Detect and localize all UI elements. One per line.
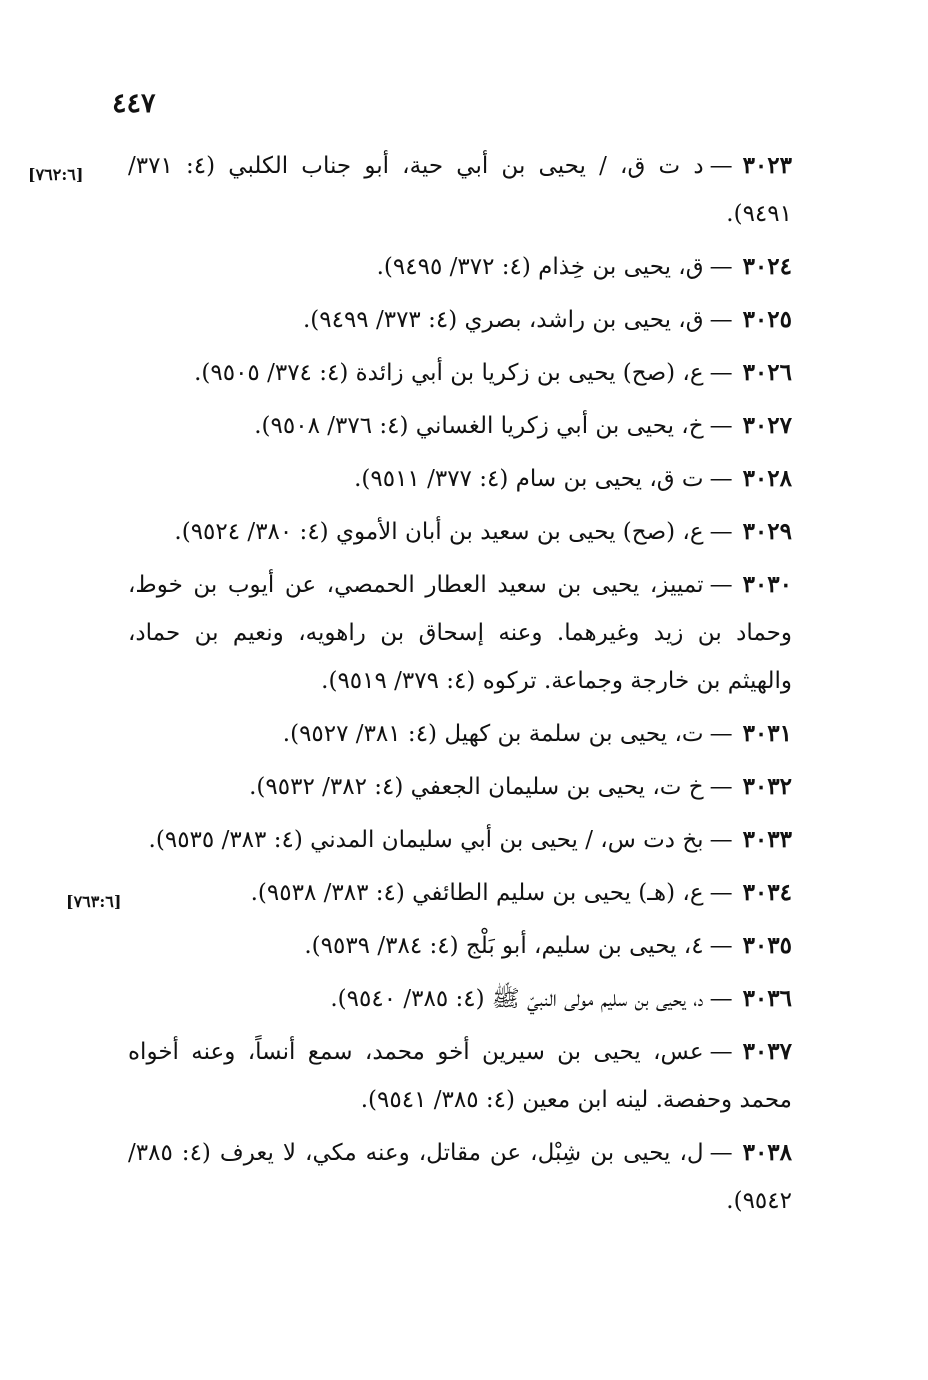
entry-number: ٣٠٢٩ xyxy=(742,518,792,545)
entry-number: ٣٠٣٨ xyxy=(742,1139,793,1166)
page-number: ٤٤٧ xyxy=(112,88,156,119)
entry-text: ق، يحيى بن راشد، بصري (٤: ٣٧٣/ ٩٤٩٩). xyxy=(302,307,704,333)
entry-text: خ، يحيى بن أبي زكريا الغساني (٤: ٣٧٦/ ٩٥٠٨). xyxy=(254,413,704,439)
entry-dash: — xyxy=(709,466,733,492)
entry-text: ت، يحيى بن سلمة بن كهيل (٤: ٣٨١/ ٩٥٢٧). xyxy=(282,721,704,747)
list-item xyxy=(128,1129,792,1225)
entry-dash: — xyxy=(709,572,733,598)
entry-dash: — xyxy=(709,519,733,545)
entry-dash: — xyxy=(709,827,733,853)
entry-dash: — xyxy=(709,774,733,800)
entry-text: ل، يحيى بن شِبْل، عن مقاتل، وعنه مكي، لا يعرف (٤: ٣٨٥/ ٩٥٤٢). xyxy=(128,1140,792,1214)
list-item xyxy=(128,296,792,344)
entry-text: بخ دت س، / يحيى بن أبي سليمان المدني (٤: ٣٨٣/ ٩٥٣٥). xyxy=(148,827,704,853)
entry-number: ٣٠٣٦ xyxy=(742,985,792,1012)
entry-text: عس، يحيى بن سيرين أخو محمد، سمع أنساً، وعنه أخواه محمد وحفصة. لينه ابن معين (٤: ٣٨٥/ ٩٥٤١). xyxy=(128,1039,792,1113)
list-item xyxy=(128,869,792,917)
list-item xyxy=(128,1028,792,1124)
entry-text: ت ق، يحيى بن سام (٤: ٣٧٧/ ٩٥١١). xyxy=(354,466,704,492)
entry-dash: — xyxy=(709,413,733,439)
entry-dash: — xyxy=(709,721,733,747)
entry-text: ق، يحيى بن خِذام (٤: ٣٧٢/ ٩٤٩٥). xyxy=(376,254,704,280)
list-item xyxy=(128,763,792,811)
entry-text: خ ت، يحيى بن سليمان الجعفي (٤: ٣٨٢/ ٩٥٣٢). xyxy=(249,774,704,800)
entry-text: ٤، يحيى بن سليم، أبو بَلْج (٤: ٣٨٤/ ٩٥٣٩). xyxy=(304,933,704,959)
entry-number: ٣٠٢٤ xyxy=(742,253,792,280)
list-item xyxy=(128,561,792,705)
entry-number: ٣٠٢٣ xyxy=(742,152,792,179)
list-item xyxy=(128,142,792,238)
list-item xyxy=(128,816,792,864)
entry-dash: — xyxy=(709,880,733,906)
entry-number: ٣٠٣٠ xyxy=(742,571,792,598)
entry-number: ٣٠٣٣ xyxy=(742,826,792,853)
entry-list xyxy=(128,142,792,1230)
entry-text: د، يحيى بن سليم مولى النبيّ ﷺ (٤: ٣٨٥/ ٩٥٤٠). xyxy=(330,986,704,1012)
entry-dash: — xyxy=(709,254,733,280)
entry-number: ٣٠٢٨ xyxy=(742,465,792,492)
margin-reference: [٧٦٣:٦] xyxy=(66,892,122,911)
list-item xyxy=(128,402,792,450)
entry-dash: — xyxy=(709,153,733,179)
list-item xyxy=(128,922,792,970)
entry-number: ٣٠٣٢ xyxy=(742,773,792,800)
entry-text: ع، (هـ) يحيى بن سليم الطائفي (٤: ٣٨٣/ ٩٥٣٨). xyxy=(250,880,704,906)
entry-dash: — xyxy=(709,1039,733,1065)
entry-dash: — xyxy=(709,307,733,333)
entry-text: تمييز، يحيى بن سعيد العطار الحمصي، عن أيوب بن خوط، وحماد بن زيد وغيرهما. وعنه إسحاق بن راهويه، ونعيم بن حماد، والهيثم بن خارجة وجماعة. تركوه (٤: ٣٧٩/ ٩٥١٩). xyxy=(128,572,792,694)
entry-number: ٣٠٣١ xyxy=(742,720,792,747)
list-item xyxy=(128,508,792,556)
entry-dash: — xyxy=(709,1140,733,1166)
entry-number: ٣٠٢٥ xyxy=(742,306,792,333)
list-item xyxy=(128,710,792,758)
entry-text: ع، (صح) يحيى بن زكريا بن أبي زائدة (٤: ٣٧٤/ ٩٥٠٥). xyxy=(194,360,704,386)
entry-dash: — xyxy=(709,933,733,959)
entry-dash: — xyxy=(709,360,733,386)
entry-number: ٣٠٣٤ xyxy=(742,879,792,906)
entry-text: د ت ق، / يحيى بن أبي حية، أبو جناب الكلبي (٤: ٣٧١/ ٩٤٩١). xyxy=(128,153,792,227)
entry-number: ٣٠٢٧ xyxy=(742,412,792,439)
margin-reference: [٧٦٢:٦] xyxy=(28,165,84,184)
entry-number: ٣٠٣٥ xyxy=(742,932,792,959)
list-item xyxy=(128,349,792,397)
list-item xyxy=(128,975,792,1023)
list-item xyxy=(128,455,792,503)
entry-dash: — xyxy=(709,986,733,1012)
entry-number: ٣٠٣٧ xyxy=(742,1038,792,1065)
entry-number: ٣٠٢٦ xyxy=(742,359,792,386)
entry-text: ع، (صح) يحيى بن سعيد بن أبان الأموي (٤: ٣٨٠/ ٩٥٢٤). xyxy=(174,519,704,545)
list-item xyxy=(128,243,792,291)
